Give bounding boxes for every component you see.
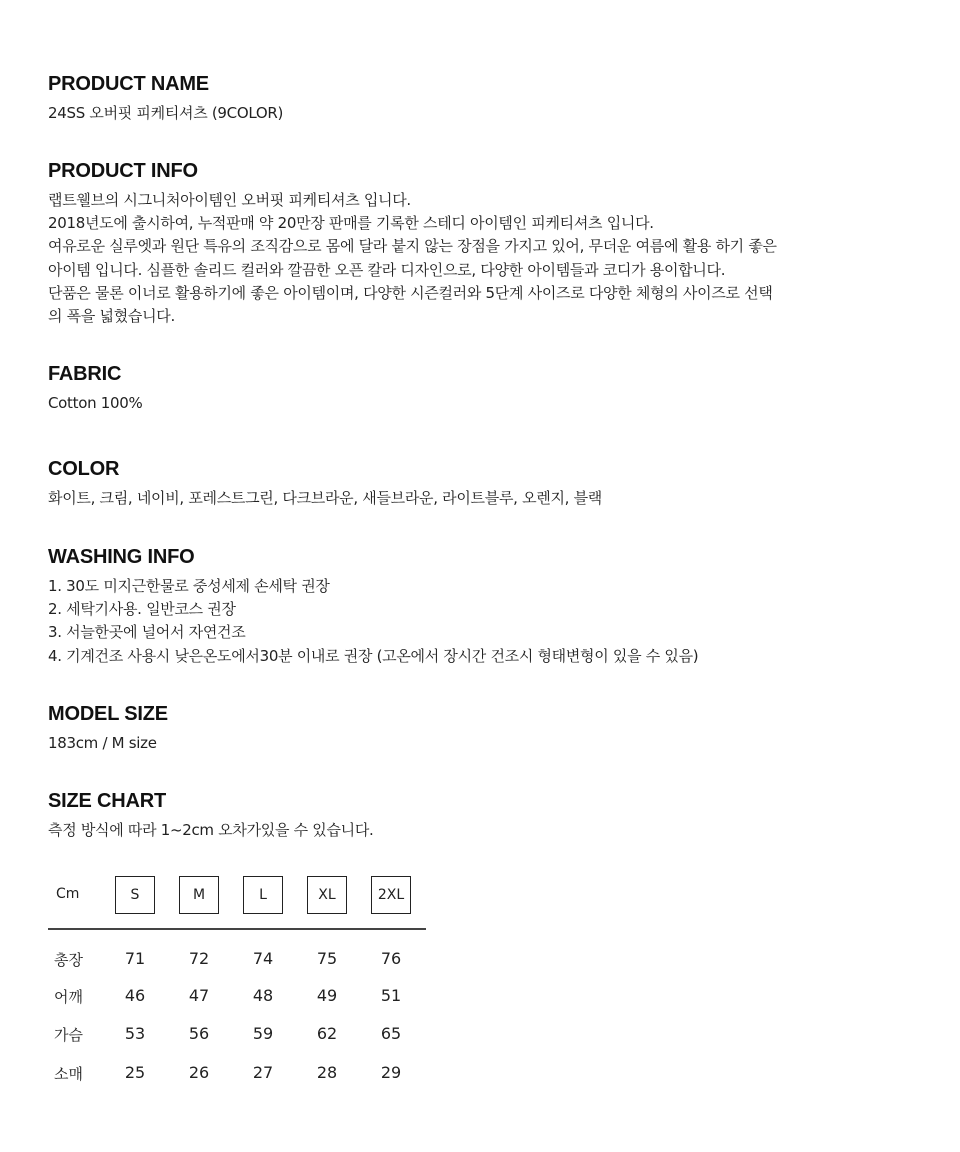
washing-info-line: 2. 세탁기사용. 일반코스 권장 bbox=[48, 600, 236, 619]
product-info-section bbox=[48, 159, 928, 328]
row-value: 53 bbox=[124, 1024, 146, 1043]
row-value: 28 bbox=[316, 1063, 338, 1082]
product-info-text bbox=[48, 189, 928, 328]
row-value: 76 bbox=[380, 949, 402, 968]
washing-info-heading: WASHING INFO bbox=[48, 546, 195, 568]
washing-info-line: 1. 30도 미지근한물로 중성세제 손세탁 권장 bbox=[48, 577, 330, 595]
size-header-2xl: 2XL bbox=[371, 876, 411, 914]
washing-info-section bbox=[48, 545, 928, 668]
size-chart-heading: SIZE CHART bbox=[48, 790, 167, 812]
fabric-value: Cotton 100% bbox=[48, 394, 143, 412]
color-value: 화이트, 크림, 네이비, 포레스트그린, 다크브라운, 새들브라운, 라이트블루, 오렌지, 블랙 bbox=[48, 489, 602, 507]
row-value: 51 bbox=[380, 986, 402, 1005]
fabric-section bbox=[48, 362, 928, 415]
size-header-m: M bbox=[179, 876, 219, 914]
product-info-line: 의 폭을 넓혔습니다. bbox=[48, 307, 175, 326]
size-chart-header-row bbox=[48, 872, 426, 926]
color-section bbox=[48, 457, 928, 510]
row-value: 75 bbox=[316, 949, 338, 968]
row-value: 49 bbox=[316, 986, 338, 1005]
product-info-line: 2018년도에 출시하여, 누적판매 약 20만장 판매를 기록한 스테디 아이템인 피케티셔츠 입니다. bbox=[48, 214, 654, 233]
row-value: 56 bbox=[188, 1024, 210, 1043]
product-info-line: 단품은 물론 이너로 활용하기에 좋은 아이템이며, 다양한 시즌컬러와 5단계 사이즈로 다양한 체형의 사이즈로 선택 bbox=[48, 283, 773, 302]
product-info-line: 아이템 입니다. 심플한 솔리드 컬러와 깔끔한 오픈 칼라 디자인으로, 다양한 아이템들과 코디가 용이합니다. bbox=[48, 260, 726, 279]
product-name-heading: PRODUCT NAME bbox=[48, 73, 209, 95]
model-size-heading: MODEL SIZE bbox=[48, 703, 168, 725]
row-value: 74 bbox=[252, 949, 274, 968]
washing-info-text bbox=[48, 575, 928, 668]
row-value: 25 bbox=[124, 1063, 146, 1082]
row-value: 59 bbox=[252, 1024, 274, 1043]
size-chart-table bbox=[48, 872, 426, 926]
size-chart-unit-label: Cm bbox=[56, 886, 80, 902]
row-value: 71 bbox=[124, 949, 146, 968]
product-name-section bbox=[48, 72, 928, 125]
row-value: 46 bbox=[124, 986, 146, 1005]
row-value: 47 bbox=[188, 986, 210, 1005]
product-info-line: 여유로운 실루엣과 원단 특유의 조직감으로 몸에 달라 붙지 않는 장점을 가지고 있어, 무더운 여름에 활용 하기 좋은 bbox=[48, 237, 777, 256]
product-info-heading: PRODUCT INFO bbox=[48, 160, 198, 182]
size-chart-section bbox=[48, 789, 928, 842]
row-label: 총장 bbox=[54, 951, 83, 969]
row-value: 27 bbox=[252, 1063, 274, 1082]
row-value: 29 bbox=[380, 1063, 402, 1082]
row-value: 65 bbox=[380, 1024, 402, 1043]
model-size-section bbox=[48, 702, 928, 755]
table-row bbox=[48, 1063, 426, 1087]
row-label: 소매 bbox=[54, 1065, 83, 1083]
row-value: 72 bbox=[188, 949, 210, 968]
row-label: 어깨 bbox=[54, 988, 83, 1006]
product-info-line: 랩트웰브의 시그니처아이템인 오버핏 피케티셔츠 입니다. bbox=[48, 191, 411, 209]
row-label: 가슴 bbox=[54, 1026, 83, 1044]
color-heading: COLOR bbox=[48, 458, 120, 480]
product-name-value: 24SS 오버핏 피케티셔츠 (9COLOR) bbox=[48, 104, 284, 122]
table-row bbox=[48, 1024, 426, 1048]
table-row bbox=[48, 986, 426, 1010]
table-row bbox=[48, 949, 426, 973]
row-value: 26 bbox=[188, 1063, 210, 1082]
row-value: 62 bbox=[316, 1024, 338, 1043]
model-size-value: 183cm / M size bbox=[48, 734, 157, 752]
washing-info-line: 4. 기계건조 사용시 낮은온도에서30분 이내로 권장 (고온에서 장시간 건조시 형태변형이 있을 수 있음) bbox=[48, 646, 699, 665]
size-header-l: L bbox=[243, 876, 283, 914]
row-value: 48 bbox=[252, 986, 274, 1005]
size-chart-divider bbox=[48, 928, 426, 930]
size-header-xl: XL bbox=[307, 876, 347, 914]
fabric-heading: FABRIC bbox=[48, 363, 122, 385]
size-chart-note: 측정 방식에 따라 1~2cm 오차가있을 수 있습니다. bbox=[48, 821, 374, 839]
washing-info-line: 3. 서늘한곳에 널어서 자연건조 bbox=[48, 623, 246, 642]
size-header-s: S bbox=[115, 876, 155, 914]
